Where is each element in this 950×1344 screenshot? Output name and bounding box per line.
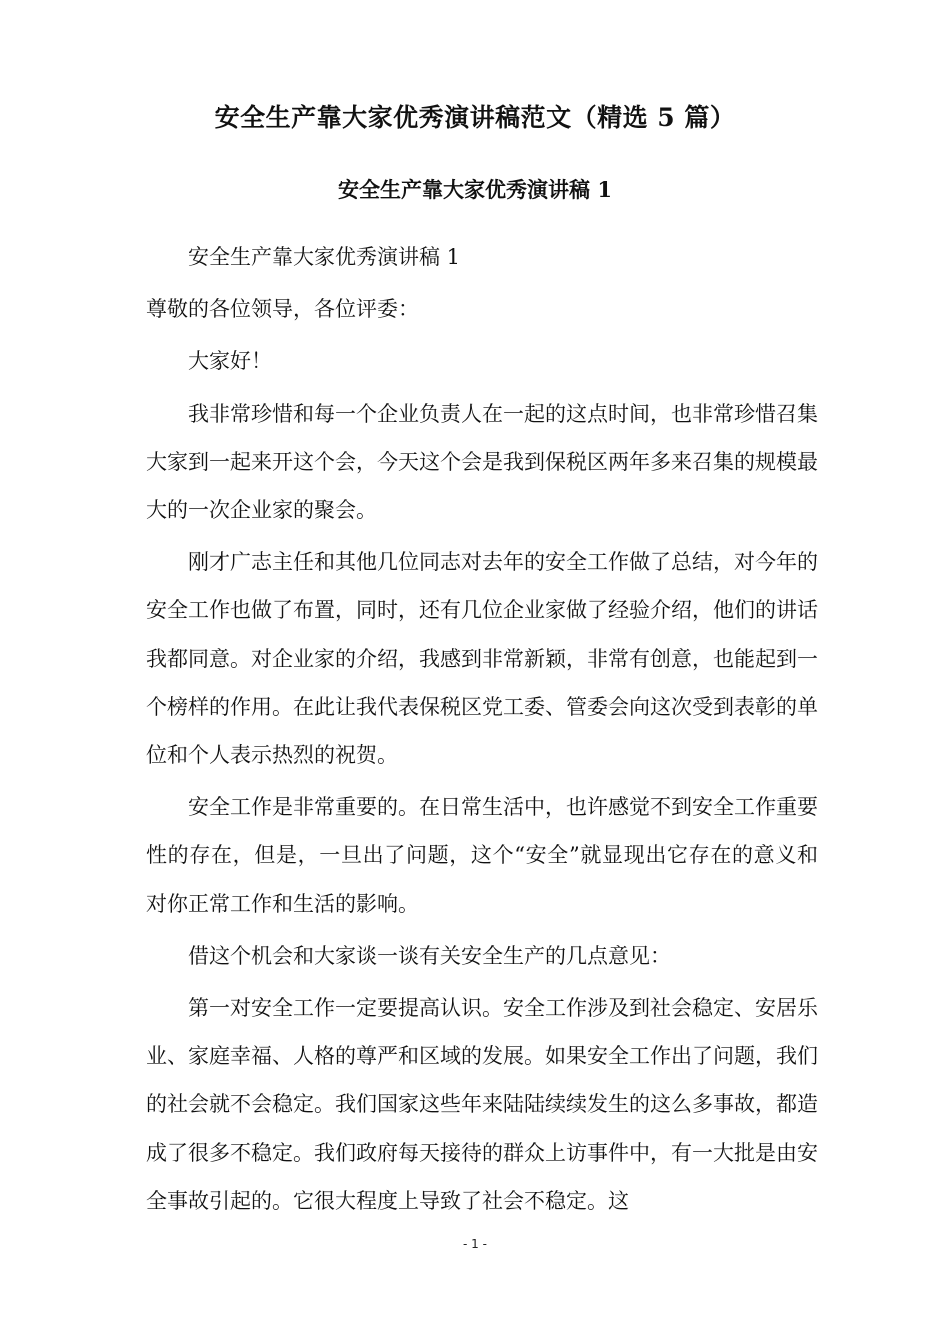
paragraph-1: 安全生产靠大家优秀演讲稿 1 [188,245,461,269]
paragraph-8: 第一对安全工作一定要提高认识。安全工作涉及到社会稳定、安居乐业、家庭幸福、人格的尊严和区域的发展。如果安全工作出了问题，我们的社会就不会稳定。我们国家这些年来陆陆续续发生的这么多事故，都造成了很多不稳定。我们政府每天接待的群众上访事件中，有一大批是由安全事故引起的。它很大程度上导致了社会不稳定。这 [146,996,818,1213]
paragraph-7: 借这个机会和大家谈一谈有关安全生产的几点意见： [188,943,671,968]
paragraph-greeting: 大家好！ [188,349,272,374]
section-heading: 安全生产靠大家优秀演讲稿 1 [338,177,612,202]
document-title: 安全生产靠大家优秀演讲稿范文（精选 5 篇） [214,103,736,132]
paragraph-5: 刚才广志主任和其他几位同志对去年的安全工作做了总结，对今年的安全工作也做了布置，同时，还有几位企业家做了经验介绍，他们的讲话我都同意。对企业家的介绍，我感到非常新颖，非常有创意，也能起到一个榜样的作用。在此让我代表保税区党工委、管委会向这次受到表彰的单位和个人表示热烈的祝贺。 [146,550,818,768]
paragraph-6: 安全工作是非常重要的。在日常生活中，也许感觉不到安全工作重要性的存在，但是，一旦出了问题，这个“安全”就显现出它存在的意义和对你正常工作和生活的影响。 [146,795,818,916]
paragraph-4: 我非常珍惜和每一个企业负责人在一起的这点时间，也非常珍惜召集大家到一起来开这个会，今天这个会是我到保税区两年多来召集的规模最大的一次企业家的聚会。 [146,401,818,523]
page-number: - 1 - [463,1237,487,1251]
document-body [146,233,818,1229]
paragraph-salutation: 尊敬的各位领导，各位评委： [146,297,419,322]
